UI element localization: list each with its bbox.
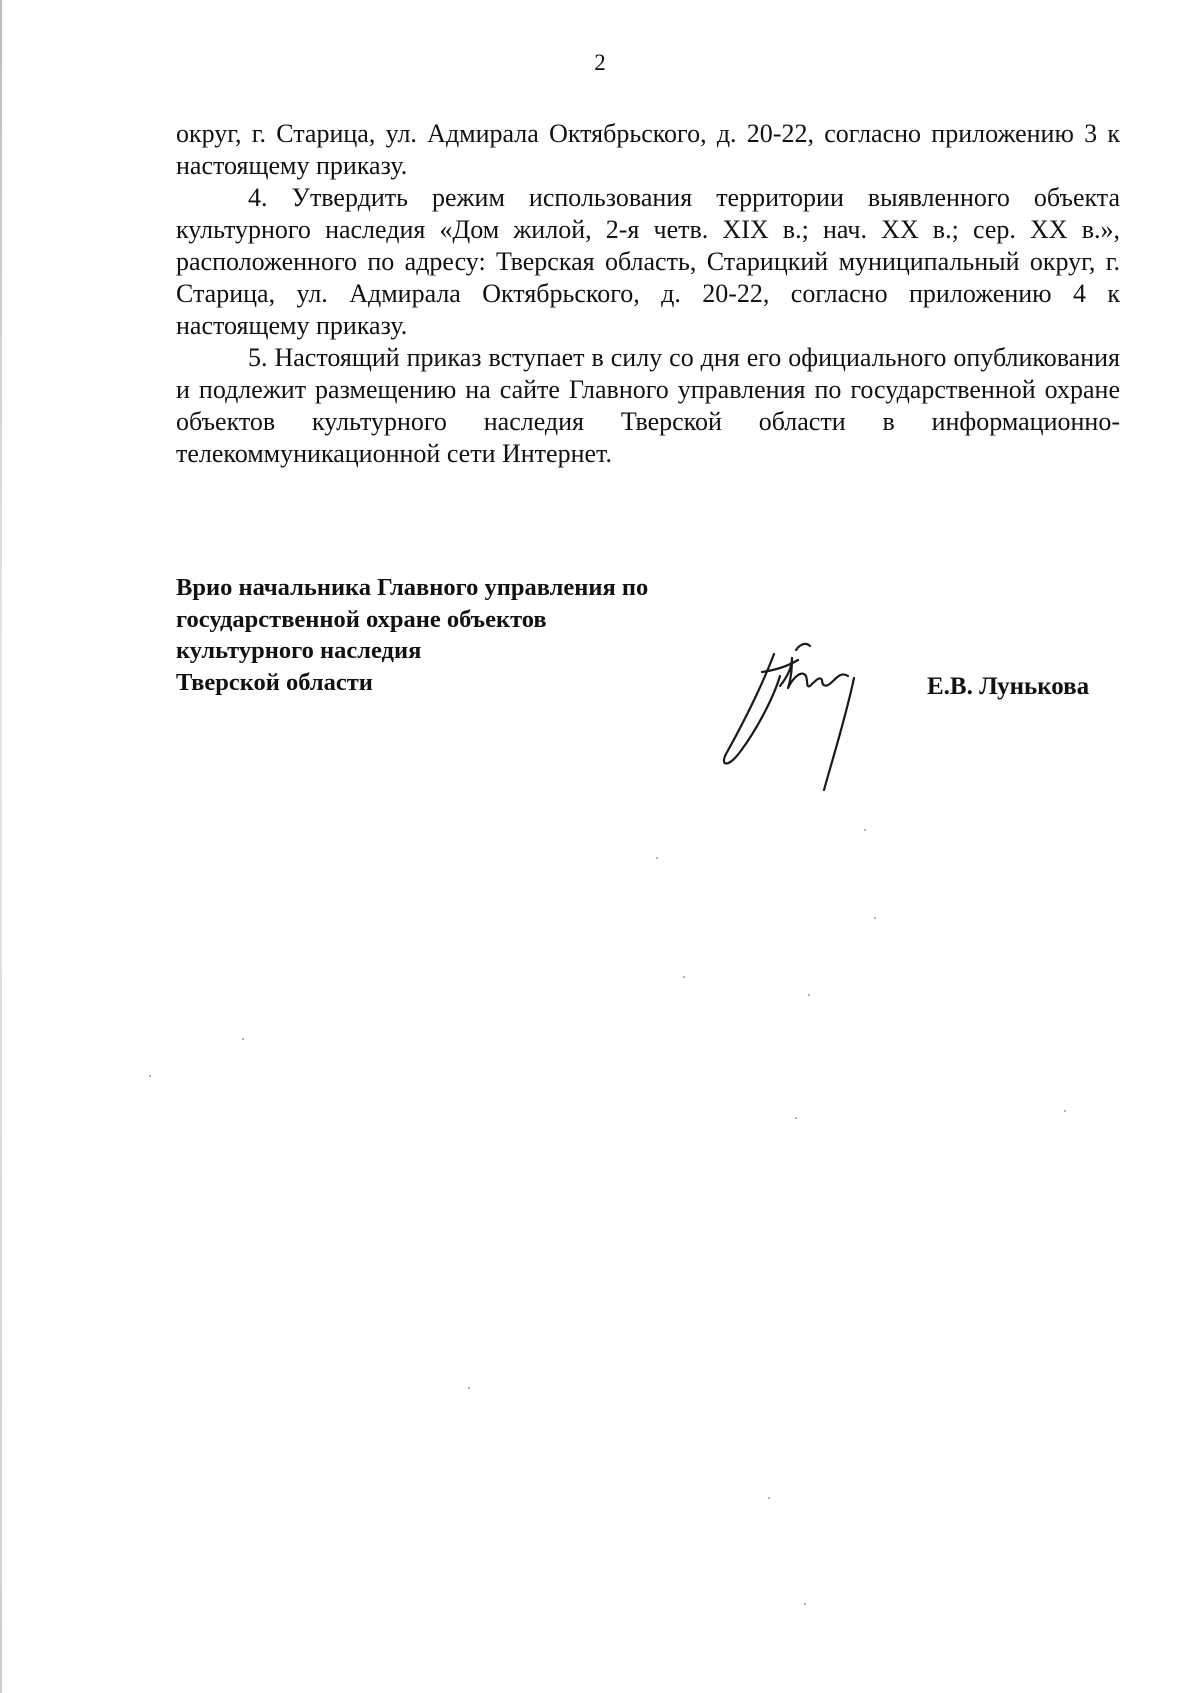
signatory-title-line: Врио начальника Главного управления по [176,574,649,601]
signatory-title-line: культурного наследия [176,637,422,664]
paragraph-item-5: 5. Настоящий приказ вступает в силу со дня его официального опубликования и подлежит размещению на сайте Главного управления по государственной охране объектов культурного наследия Тверской области в информационно-телекоммуникационной сети Интернет. [176,343,1120,468]
signatory-title [176,572,648,698]
signatory-name: Е.В. Лунькова [927,673,1090,700]
scan-speck [149,1075,151,1077]
scan-speck [683,976,685,978]
scan-speck [768,1497,770,1499]
scan-speck [808,994,810,996]
document-body [176,118,1120,470]
scan-speck [242,1038,244,1040]
scan-speck [468,1387,470,1389]
scan-speck [804,1603,806,1605]
page-number: 2 [594,50,606,75]
scan-speck [864,829,866,831]
scan-speck [795,1117,797,1119]
scan-edge [0,0,2,1693]
paragraph-item-4: 4. Утвердить режим использования территории выявленного объекта культурного наследия «Дом жилой, 2-я четв. XIX в.; нач. XX в.; сер. XX в.», расположенного по адресу: Тверская область, Старицкий муниципальный округ, г. Старица, ул. Адмирала Октябрьского, д. 20-22, согласно приложению 4 к настоящему приказу. [176,183,1120,340]
paragraph-continuation: округ, г. Старица, ул. Адмирала Октябрьского, д. 20-22, согласно приложению 3 к настоящему приказу. [176,119,1120,180]
scan-speck [656,857,658,859]
handwritten-signature-icon [718,636,898,796]
scan-speck [1064,1110,1066,1112]
scan-speck [874,917,876,919]
signatory-title-line: Тверской области [176,668,373,696]
signatory-title-line: государственной охране объектов [176,605,547,633]
